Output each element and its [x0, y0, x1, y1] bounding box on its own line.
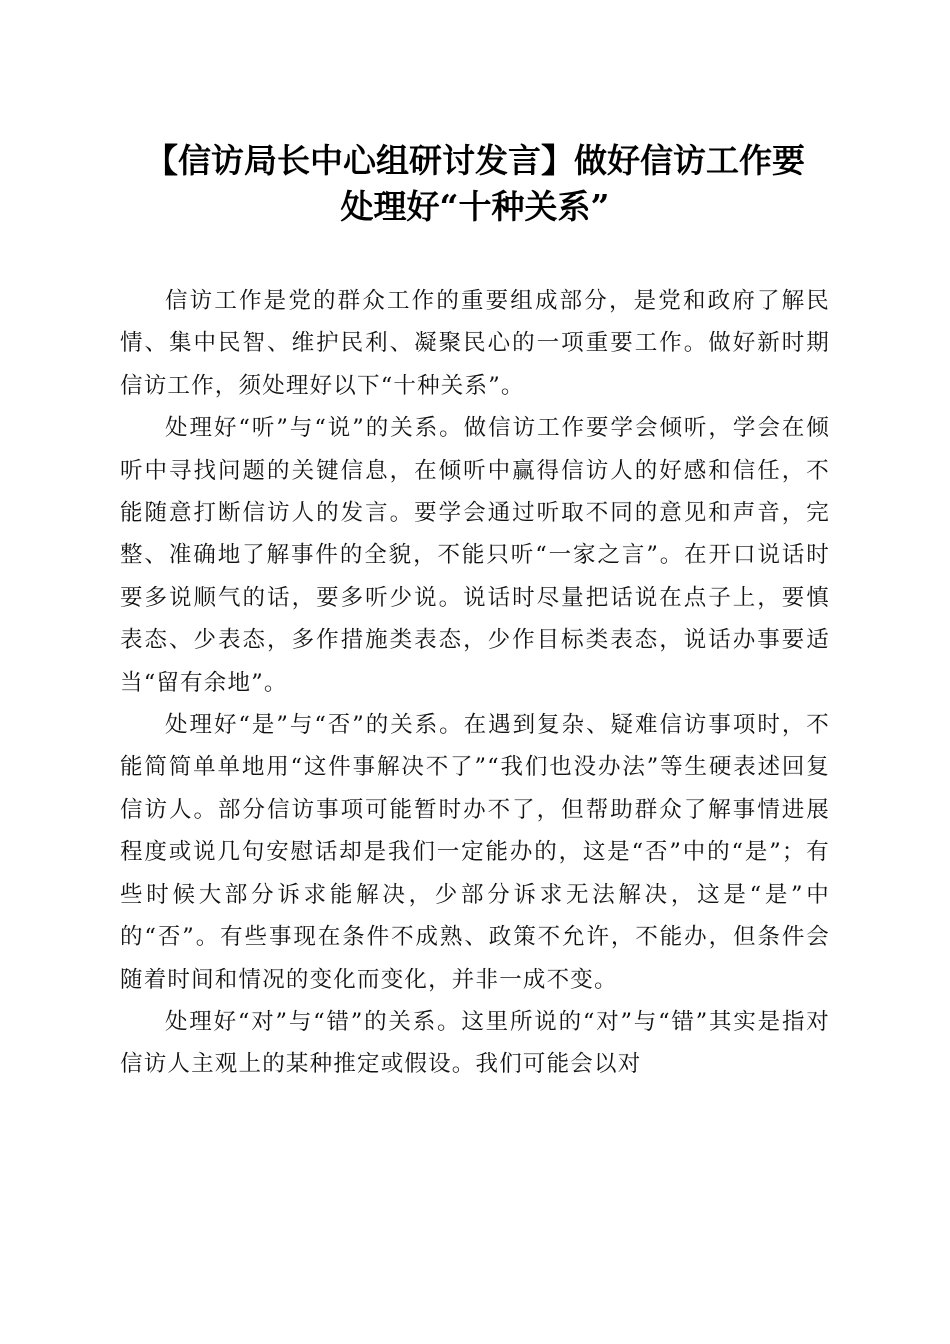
paragraph-intro: 信访工作是党的群众工作的重要组成部分，是党和政府了解民情、集中民智、维护民利、凝聚民心的一项重要工作。做好新时期信访工作，须处理好以下“十种关系”。: [120, 288, 830, 399]
paragraph-right-wrong: 处理好“对”与“错”的关系。这里所说的“对”与“错”其实是指对信访人主观上的某种推定或假设。我们可能会以对: [120, 1008, 830, 1078]
title-line-2: 处理好“十种关系”: [340, 187, 610, 226]
paragraph-yes-no: 处理好“是”与“否”的关系。在遇到复杂、疑难信访事项时，不能简简单单地用“这件事解决不了”“我们也没办法”等生硬表述回复信访人。部分信访事项可能暂时办不了，但帮助群众了解事情进展程度或说几句安慰话却是我们一定能办的，这是“否”中的“是”；有些时候大部分诉求能解决，少部分诉求无法解决，这是“是”中的“否”。有些事现在条件不成熟、政策不允许，不能办，但条件会随着时间和情况的变化而变化，并非一成不变。: [120, 712, 830, 993]
title-line-1: 【信访局长中心组研讨发言】做好信访工作要: [145, 141, 805, 180]
document-body: [120, 280, 830, 1086]
paragraph-listen-speak: 处理好“听”与“说”的关系。做信访工作要学会倾听，学会在倾听中寻找问题的关键信息，在倾听中赢得信访人的好感和信任，不能随意打断信访人的发言。要学会通过听取不同的意见和声音，完整、准确地了解事件的全貌，不能只听“一家之言”。在开口说话时要多说顺气的话，要多听少说。说话时尽量把话说在点子上，要慎表态、少表态，多作措施类表态，少作目标类表态，说话办事要适当“留有余地”。: [120, 415, 830, 696]
document-title: [120, 138, 830, 230]
